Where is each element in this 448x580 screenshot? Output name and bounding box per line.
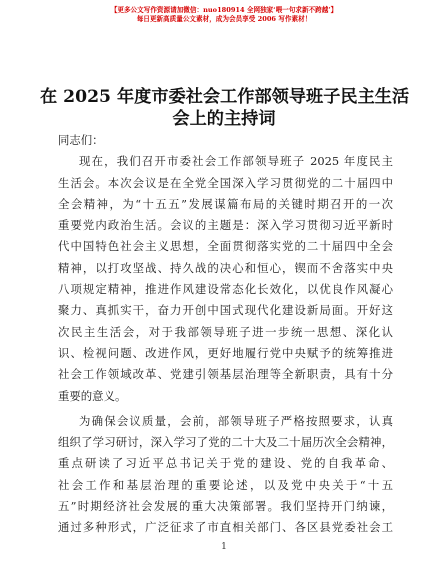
paragraph-line: 识、检视问题、改进作风，更好地履行党中央赋予的统筹推进 [58,345,393,360]
paragraph-line: 组织了学习研讨，深入学习了党的二十大及二十届历次全会精神， [58,435,393,450]
paragraph-line: 重要的意义。 [58,388,127,403]
promo-banner [0,6,448,24]
document-title [40,86,408,130]
paragraph-line: 社会工作领域改革、党建引领基层治理等全新职责，具有十分 [58,367,393,382]
paragraph-line: 通过多种形式，广泛征求了市直相关部门、各区县党委社会工 [58,520,393,535]
promo-banner-line-1: 【更多公文写作资源请加微信：nuo180914 全网独家‘喂一句求新不跨越’】 [110,6,338,14]
paragraph-line: 聚力、真抓实干，奋力开创中国式现代化建设新局面。开好这 [58,303,393,318]
paragraph-line: 五”时期经济社会发展的重大决策部署。我们坚持开门纳谏， [58,499,393,514]
paragraph-line: 重要党内政治生活。会议的主题是：深入学习贯彻习近平新时 [58,218,393,233]
paragraph-2 [58,411,393,539]
document-body [58,130,393,539]
paragraph-line: 精神，以打攻坚战、持久战的决心和恒心，锲而不舍落实中央 [58,260,393,275]
paragraph-line: 为确保会议质量，会前，部领导班子严格按照要求，认真 [79,413,393,428]
paragraph-line: 八项规定精神，推进作风建设常态化长效化，以优良作风凝心 [58,282,393,297]
paragraph-line: 次民主生活会，对于我部领导班子进一步统一思想、深化认 [58,324,393,339]
paragraph-line: 社会工作和基层治理的重要论述，以及党中央关于“十五 [58,477,393,492]
paragraph-1 [58,151,393,407]
paragraph-line: 代中国特色社会主义思想，全面贯彻落实党的二十届四中全会 [58,239,393,254]
paragraph-line: 重点研读了习近平总书记关于党的建设、党的自我革命、 [58,456,393,471]
document-title-line-1: 在 2025 年度市委社会工作部领导班子民主生活 [40,87,410,107]
salutation: 同志们： [58,133,104,147]
paragraph-line: 全会精神，为“十五五”发展谋篇布局的关键时期召开的一次 [58,196,393,211]
document-title-line-2: 会上的主持词 [172,109,276,129]
paragraph-line: 生活会。本次会议是在全党全国深入学习贯彻党的二十届四中 [58,175,393,190]
promo-banner-line-2: 每日更新高质量公文素材，成为会员享受 2006 写作素材！ [136,15,312,23]
paragraph-line: 现在，我们召开市委社会工作部领导班子 2025 年度民主 [79,154,393,169]
page-number: 1 [221,542,227,552]
